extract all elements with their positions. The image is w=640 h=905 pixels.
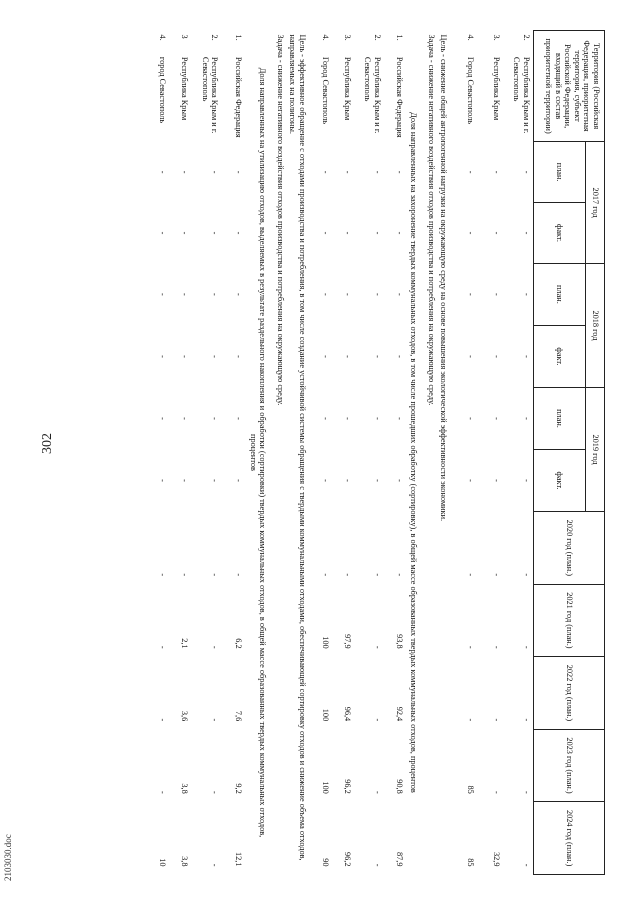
table-row: [478, 31, 504, 875]
row-value: -: [342, 170, 352, 174]
row-value: 2,1: [180, 638, 190, 649]
row-value: -: [394, 355, 404, 358]
header-year-2019: 2019 год: [586, 387, 605, 511]
row-value: 96,4: [342, 706, 352, 722]
row-value: 32,9: [492, 851, 502, 867]
row-value: -: [158, 417, 168, 420]
row-value: -: [372, 293, 382, 296]
row-value: 9,2: [234, 783, 244, 794]
row-value: -: [210, 231, 220, 235]
page-number: 302: [40, 433, 55, 454]
row-value: -: [158, 293, 168, 296]
row-value: -: [342, 355, 352, 358]
header-2022: 2022 год (план.): [534, 657, 605, 730]
row-territory: Республика Крым: [342, 56, 352, 121]
row-value: -: [234, 170, 244, 174]
row-value: -: [320, 355, 330, 358]
row-value: -: [342, 479, 352, 482]
row-value: -: [466, 170, 476, 174]
row-value: -: [342, 293, 352, 296]
row-value: -: [522, 355, 531, 358]
row-value: -: [522, 479, 531, 482]
row-value: -: [158, 170, 168, 174]
row-value: -: [320, 573, 330, 577]
row-value: -: [522, 417, 531, 420]
row-value: -: [158, 573, 168, 577]
row-value: -: [234, 479, 244, 482]
row-value: -: [210, 417, 220, 420]
row-value: -: [180, 170, 190, 174]
row-value: -: [394, 417, 404, 420]
row-value: -: [466, 479, 476, 482]
row-territory: Республика Крым: [492, 56, 502, 121]
row-value: -: [522, 863, 531, 867]
row-value: 100: [320, 708, 330, 722]
row-territory: Город Севастополь: [466, 56, 476, 125]
row-value: -: [320, 479, 330, 482]
row-value: -: [492, 231, 502, 235]
row-value: -: [372, 645, 382, 649]
row-territory: город Севастополь: [158, 56, 168, 124]
row-number: 2.: [372, 34, 382, 41]
row-value: -: [158, 231, 168, 235]
row-value: -: [394, 170, 404, 174]
row-value: -: [320, 231, 330, 235]
row-value: -: [342, 231, 352, 235]
row-value: -: [234, 231, 244, 235]
row-value: 12,1: [234, 851, 244, 867]
table-row: [384, 31, 406, 875]
row-territory: Город Севастополь: [320, 56, 330, 125]
section-1-goal: Цель - снижение общей антропогенной нагрузки на окружающую среду на основе повышения экологической эффективности экономики.: [439, 34, 449, 522]
row-territory: Республика Крым: [180, 56, 190, 121]
row-value: -: [466, 417, 476, 420]
row-value: 6,2: [234, 638, 244, 649]
row-value: -: [372, 479, 382, 482]
row-value: -: [210, 863, 220, 867]
header-2020: 2020 год (план.): [534, 512, 605, 585]
row-territory: Российская Федерация: [394, 56, 404, 138]
row-value: 85: [466, 785, 476, 794]
row-value: -: [180, 355, 190, 358]
row-value: -: [522, 170, 531, 174]
row-value: -: [320, 417, 330, 420]
row-value: -: [466, 718, 476, 722]
row-value: 10: [158, 858, 168, 867]
header-plan: план.: [534, 142, 586, 203]
section-1-indicator: Доля направленных на захоронение твердых коммунальных отходов, в том числе прошедших обработку (сортировку), в общей массе образованных твердых коммунальных отходов, процентов: [409, 112, 419, 793]
row-value: 100: [320, 781, 330, 794]
table-row: [354, 31, 384, 875]
row-value: -: [522, 293, 531, 296]
row-number: 1.: [234, 34, 244, 41]
row-value: -: [522, 718, 531, 722]
header-2021: 2021 год (план.): [534, 584, 605, 657]
row-territory: Российская Федерация: [234, 56, 244, 138]
row-value: -: [210, 355, 220, 358]
row-number: 3.: [492, 34, 502, 41]
row-value: 97,9: [342, 634, 352, 649]
row-value: 96,2: [342, 851, 352, 867]
row-number: 2.: [522, 34, 531, 41]
header-year-2017: 2017 год: [586, 142, 605, 264]
table-row: [310, 31, 332, 875]
row-number: 3.: [342, 34, 352, 41]
row-value: -: [180, 293, 190, 296]
section-0-rows: [452, 31, 534, 875]
row-value: -: [372, 718, 382, 722]
section-2-goal: Цель - эффективное обращение с отходами производства и потребления, в том числе создание устойчивой системы обращения с твердыми коммунальными отходами, обеспечивающей сортировку отходов и снижение объема отходов, направляемых на полигоны.: [288, 34, 307, 861]
row-value: -: [342, 417, 352, 420]
table-row: [452, 31, 478, 875]
row-value: -: [492, 170, 502, 174]
row-value: -: [394, 573, 404, 577]
row-value: -: [180, 573, 190, 577]
row-value: 93,8: [394, 634, 404, 649]
row-value: -: [372, 863, 382, 867]
row-value: -: [158, 791, 168, 794]
row-value: -: [522, 231, 531, 235]
row-value: -: [394, 231, 404, 235]
header-2023: 2023 год (план.): [534, 729, 605, 802]
row-value: -: [466, 645, 476, 649]
row-value: -: [180, 417, 190, 420]
section-2-indicator: Доля направленных на утилизацию отходов, выделяемых в результате раздельного накопления и обработки (сортировки) твердых коммунальных отходов, в общей массе образованных твердых коммунальных отходов, процентов: [248, 67, 268, 838]
row-number: 4.: [320, 34, 330, 41]
row-value: -: [492, 718, 502, 722]
header-fact: факт.: [534, 325, 586, 387]
row-value: -: [210, 718, 220, 722]
row-value: -: [394, 479, 404, 482]
row-number: 1.: [394, 34, 404, 41]
table-row: [191, 31, 221, 875]
row-value: -: [320, 170, 330, 174]
table-row: [169, 31, 191, 875]
row-value: -: [180, 479, 190, 482]
row-value: -: [180, 231, 190, 235]
row-value: 3,8: [180, 856, 190, 867]
row-value: -: [210, 293, 220, 296]
row-value: 3,6: [180, 710, 190, 722]
row-value: -: [466, 293, 476, 296]
row-value: -: [372, 355, 382, 358]
row-value: -: [372, 417, 382, 420]
row-value: -: [466, 573, 476, 577]
header-year-2018: 2018 год: [586, 263, 605, 387]
row-value: -: [522, 791, 531, 794]
row-value: -: [234, 355, 244, 358]
row-value: -: [492, 645, 502, 649]
table-row: [332, 31, 354, 875]
section-1-rows: [310, 31, 406, 875]
row-territory: Республика Крым и г. Севастополь: [200, 56, 220, 134]
row-territory: Республика Крым и г. Севастополь: [512, 56, 531, 134]
footer-filename: 2103030.doc: [3, 834, 13, 881]
row-value: -: [210, 645, 220, 649]
row-value: 7,6: [234, 710, 244, 722]
row-value: -: [372, 791, 382, 794]
header-fact: факт.: [534, 450, 586, 512]
row-value: -: [522, 645, 531, 649]
row-value: 96,2: [342, 779, 352, 794]
rotated-table-container: [95, 30, 605, 875]
row-value: -: [466, 355, 476, 358]
row-value: -: [158, 645, 168, 649]
row-value: -: [210, 573, 220, 577]
table-row: [147, 31, 169, 875]
row-value: 3,8: [180, 783, 190, 794]
row-value: -: [210, 479, 220, 482]
row-value: -: [466, 231, 476, 235]
row-value: -: [158, 718, 168, 722]
row-value: -: [210, 791, 220, 794]
row-value: -: [158, 355, 168, 358]
row-value: -: [372, 231, 382, 235]
header-2024: 2024 год (план.): [534, 802, 605, 875]
row-value: -: [492, 417, 502, 420]
header-fact: факт.: [534, 203, 586, 264]
section-2-task: Задача - снижение негативного воздействия отходов производства и потребления на окружающую среду.: [275, 34, 285, 406]
row-value: -: [492, 293, 502, 296]
row-value: 92,4: [394, 706, 404, 722]
row-value: -: [372, 573, 382, 577]
table-row: [504, 31, 534, 875]
row-value: 87,9: [394, 851, 404, 867]
section-1-task: Задача - снижение негативного воздействия отходов производства и потребления на окружающую среду.: [426, 34, 436, 406]
header-plan: план.: [534, 387, 586, 449]
header-plan: план.: [534, 263, 586, 325]
header-territory: Территория (Российская Федерация, приоритетная территория, субъект Российской Федерации, входящий в состав приоритетной территории): [534, 31, 605, 142]
row-value: 90,8: [394, 779, 404, 794]
row-number: 4.: [466, 34, 476, 41]
row-value: -: [492, 791, 502, 794]
row-number: 3: [180, 34, 190, 39]
row-value: -: [234, 573, 244, 577]
row-value: 90: [320, 858, 330, 867]
row-value: -: [342, 573, 352, 577]
row-value: -: [492, 573, 502, 577]
row-value: -: [320, 293, 330, 296]
row-number: 4.: [158, 34, 168, 41]
table-row: [221, 31, 245, 875]
row-number: 2.: [210, 34, 220, 41]
row-value: -: [522, 573, 531, 577]
row-value: -: [234, 293, 244, 296]
row-value: -: [394, 293, 404, 296]
row-territory: Республика Крым и г. Севастополь: [363, 56, 382, 134]
row-value: -: [210, 170, 220, 174]
row-value: -: [234, 417, 244, 420]
row-value: -: [492, 479, 502, 482]
row-value: 85: [466, 858, 476, 867]
row-value: -: [492, 355, 502, 358]
row-value: 100: [320, 636, 330, 649]
section-2-rows: [147, 31, 245, 875]
row-value: -: [372, 170, 382, 174]
indicator-table: [147, 30, 605, 875]
row-value: -: [158, 479, 168, 482]
